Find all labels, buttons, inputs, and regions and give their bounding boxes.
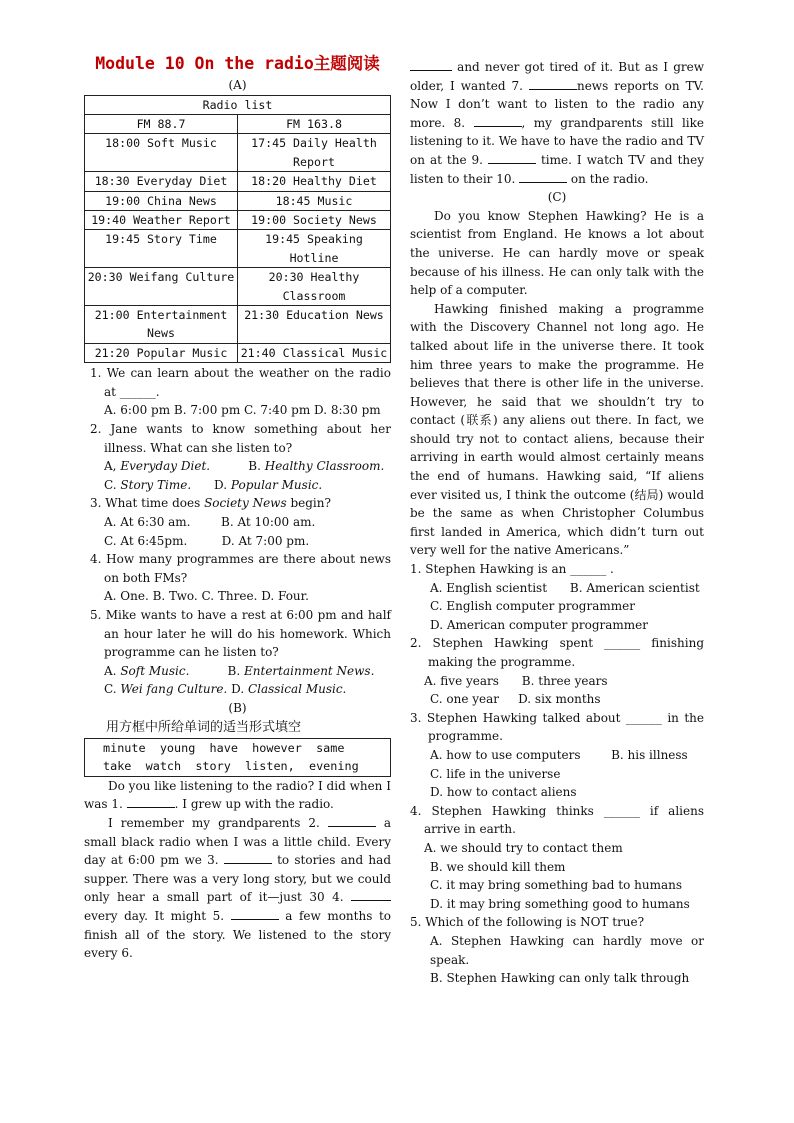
b-text: a few months to finish all of the story. We listened to the story every 6. [84, 908, 391, 961]
a-q3-stem-post: begin? [286, 496, 331, 511]
section-b-label: (B) [228, 700, 247, 715]
a-q3-stem-em: Society News [204, 496, 287, 511]
table-row [85, 343, 391, 362]
c-q5-stem: 5. Which of the following is NOT true? [410, 915, 645, 930]
table-row [85, 268, 391, 306]
a-q4-options: A. One. B. Two. C. Three. D. Four. [104, 589, 309, 604]
table-cell: 20:30 Healthy Classroom [238, 268, 391, 306]
right-column [410, 58, 704, 988]
a-q5-c-letter: C. [104, 682, 117, 697]
a-q2-a-letter: A, [104, 459, 117, 474]
a-q5-a-letter: A. [104, 663, 117, 678]
table-cell: 21:40 Classical Music [238, 343, 391, 362]
a-q5-d-text: Classical Music. [247, 682, 347, 697]
c-q4-b: B. we should kill them [430, 859, 566, 874]
page-title: Module 10 On the radio主题阅读 [95, 54, 380, 73]
c-q5-b: B. Stephen Hawking can only talk through [430, 971, 690, 986]
c-q3-line1: A. how to use computers B. his illness [430, 747, 688, 762]
a-q2-ab [84, 457, 391, 476]
table-cell: 19:40 Weather Report [85, 211, 238, 230]
section-b-instruction: 用方框中所给单词的适当形式填空 [106, 719, 302, 735]
blank-9[interactable] [488, 151, 536, 164]
a-q3-line1: A. At 6:30 am. B. At 10:00 am. [104, 515, 316, 530]
word-box-line: minute young have however same [103, 740, 345, 755]
b-text: Do you like listening to the radio? I did when I was 1. [84, 778, 391, 812]
b-paragraph-1 [84, 777, 391, 814]
blank-2[interactable] [328, 814, 376, 827]
a-q5-b-text: Entertainment News. [244, 663, 375, 678]
a-q5-cd [84, 680, 391, 699]
c-q4-a: A. we should try to contact them [424, 840, 623, 855]
blank-8[interactable] [474, 114, 522, 127]
a-q2-b-letter: B. [248, 459, 261, 474]
radio-list-table [84, 95, 391, 364]
table-cell: 20:30 Weifang Culture [85, 268, 238, 306]
blank-4[interactable] [351, 888, 391, 901]
c-paragraph-2: Hawking finished making a programme with the Discovery Channel not long ago. He talked about life in the universe there. It took him three years to make the programme. He believes that there is other life in the universe. However, he said that we shouldn’t try to contact (联系) any aliens out there. In fact, we should try not to contact aliens, because their arriving in earth would almost certainly means the end of humans. Hawking said, “If aliens ever visited us, I think the outcome (结局) would be the same as when Christopher Columbus first landed in America, which didn’t turn out very well for the native Americans.” [410, 301, 704, 558]
a-q2-cd [84, 476, 391, 495]
table-cell: 18:20 Healthy Diet [238, 172, 391, 191]
b-text: and never got tired of it. But as I grew older, I wanted 7. [410, 60, 704, 93]
c-q4-stem: 4. Stephen Hawking thinks ______ if aliens arrive in earth. [410, 803, 704, 837]
a-q1-options-text: A. 6:00 pm B. 7:00 pm C. 7:40 pm D. 8:30 pm [104, 403, 381, 418]
section-a-label: (A) [228, 78, 247, 92]
b-text: to stories and had supper. There was a very long story, but we could only hear a small part of it—just 30 4. [84, 853, 391, 905]
a-q1-options [84, 401, 391, 420]
table-row [85, 230, 391, 268]
table-header: FM 88.7 [85, 115, 238, 134]
a-q2-c-text: Story Time. [120, 477, 192, 492]
c-q2-line2: C. one year D. six months [430, 692, 601, 707]
b-paragraph-2-continued [410, 58, 704, 188]
table-cell: 18:30 Everyday Diet [85, 172, 238, 191]
table-cell: 21:30 Education News [238, 306, 391, 344]
b-paragraph-2 [84, 814, 391, 963]
a-q5-b-letter: B. [227, 663, 241, 678]
a-q3-stem-pre: 3. What time does [90, 496, 205, 511]
table-cell: 19:45 Story Time [85, 230, 238, 268]
table-cell: 21:20 Popular Music [85, 343, 238, 362]
a-q5-stem: 5. Mike wants to have a rest at 6:00 pm and half an hour later he will do his homework. Which programme can he listen to? [90, 608, 391, 660]
table-cell: 19:00 China News [85, 191, 238, 210]
table-cell: 18:45 Music [238, 191, 391, 210]
b-text: time. I watch TV and they listen to their 10. [410, 152, 704, 186]
c-q1-c: C. English computer programmer [430, 599, 635, 614]
a-q2-d-letter: D. [214, 477, 228, 492]
blank-3[interactable] [224, 851, 272, 864]
c-paragraph-1: Do you know Stephen Hawking? He is a scientist from England. He knows a lot about the universe. He can hardly move or speak because of his illness. He can only talk with the help of a computer. [410, 208, 704, 298]
blank-1[interactable] [127, 795, 175, 808]
c-q1-stem: 1. Stephen Hawking is an ______ . [410, 562, 614, 577]
a-q2-a-text: Everyday Diet. [120, 459, 211, 474]
blank-10[interactable] [519, 170, 567, 183]
c-q1-line1: A. English scientist B. American scientist [430, 580, 700, 595]
b-text: , my grandparents still like listening to it. We have to have the radio and TV on at the 9. [410, 115, 704, 167]
c-q4-c: C. it may bring something bad to humans [430, 878, 683, 893]
a-q5-a-text: Soft Music. [120, 663, 190, 678]
c-q4-d: D. it may bring something good to humans [430, 896, 690, 911]
a-q2-stem: 2. Jane wants to know something about her illness. What can she listen to? [90, 422, 391, 455]
word-box-line: take watch story listen, evening [103, 759, 359, 774]
c-q2-line1: A. five years B. three years [424, 673, 608, 688]
a-q3-line2: C. At 6:45pm. D. At 7:00 pm. [104, 533, 310, 548]
c-q3-c: C. life in the universe [430, 766, 561, 781]
a-q2-b-text: Healthy Classroom. [264, 459, 385, 474]
b-text: a small black radio when I was a little child. Every day at 6:00 pm we 3. [84, 815, 391, 868]
a-q5-d-letter: D. [231, 682, 245, 697]
table-cell: 19:45 Speaking Hotline [238, 230, 391, 268]
blank-6[interactable] [410, 58, 452, 71]
table-cell: 18:00 Soft Music [85, 134, 238, 172]
table-row [85, 134, 391, 172]
c-q1-d: D. American computer programmer [430, 617, 648, 632]
word-box [84, 738, 391, 777]
c-q2-stem: 2. Stephen Hawking spent ______ finishing making the programme. [410, 636, 704, 669]
left-column [84, 52, 391, 963]
c-q5-a: A. Stephen Hawking can hardly move or speak. [430, 933, 704, 967]
b-text: news reports on TV. Now I don’t want to listen to the radio any more. 8. [410, 78, 704, 130]
table-header: FM 163.8 [238, 115, 391, 134]
a-q5-ab [84, 662, 391, 681]
blank-5[interactable] [231, 907, 279, 920]
b-text: every day. It might 5. [84, 908, 231, 923]
section-c-label: (C) [547, 190, 567, 205]
table-cell: 19:00 Society News [238, 211, 391, 230]
table-row [85, 191, 391, 210]
table-row [85, 306, 391, 344]
a-q2-c-letter: C. [104, 477, 117, 492]
a-q2-d-text: Popular Music. [230, 477, 323, 492]
table-cell: 21:00 Entertainment News [85, 306, 238, 344]
c-q3-stem: 3. Stephen Hawking talked about ______ in the programme. [410, 710, 704, 744]
a-q4-stem: 4. How many programmes are there about news on both FMs? [90, 552, 391, 585]
table-row [85, 211, 391, 230]
a-q3-stem [84, 494, 391, 513]
c-q3-d: D. how to contact aliens [430, 785, 577, 800]
table-cell: 17:45 Daily Health Report [238, 134, 391, 172]
a-q1-stem: 1. We can learn about the weather on the radio at ______. [90, 366, 391, 399]
a-q5-c-text: Wei fang Culture. [120, 682, 228, 697]
b-text: . I grew up with the radio. [174, 797, 334, 812]
radio-list-caption: Radio list [85, 95, 391, 114]
b-text: on the radio. [567, 171, 649, 186]
b-text: I remember my grandparents 2. [108, 815, 328, 830]
table-row [85, 172, 391, 191]
blank-7[interactable] [529, 77, 577, 90]
